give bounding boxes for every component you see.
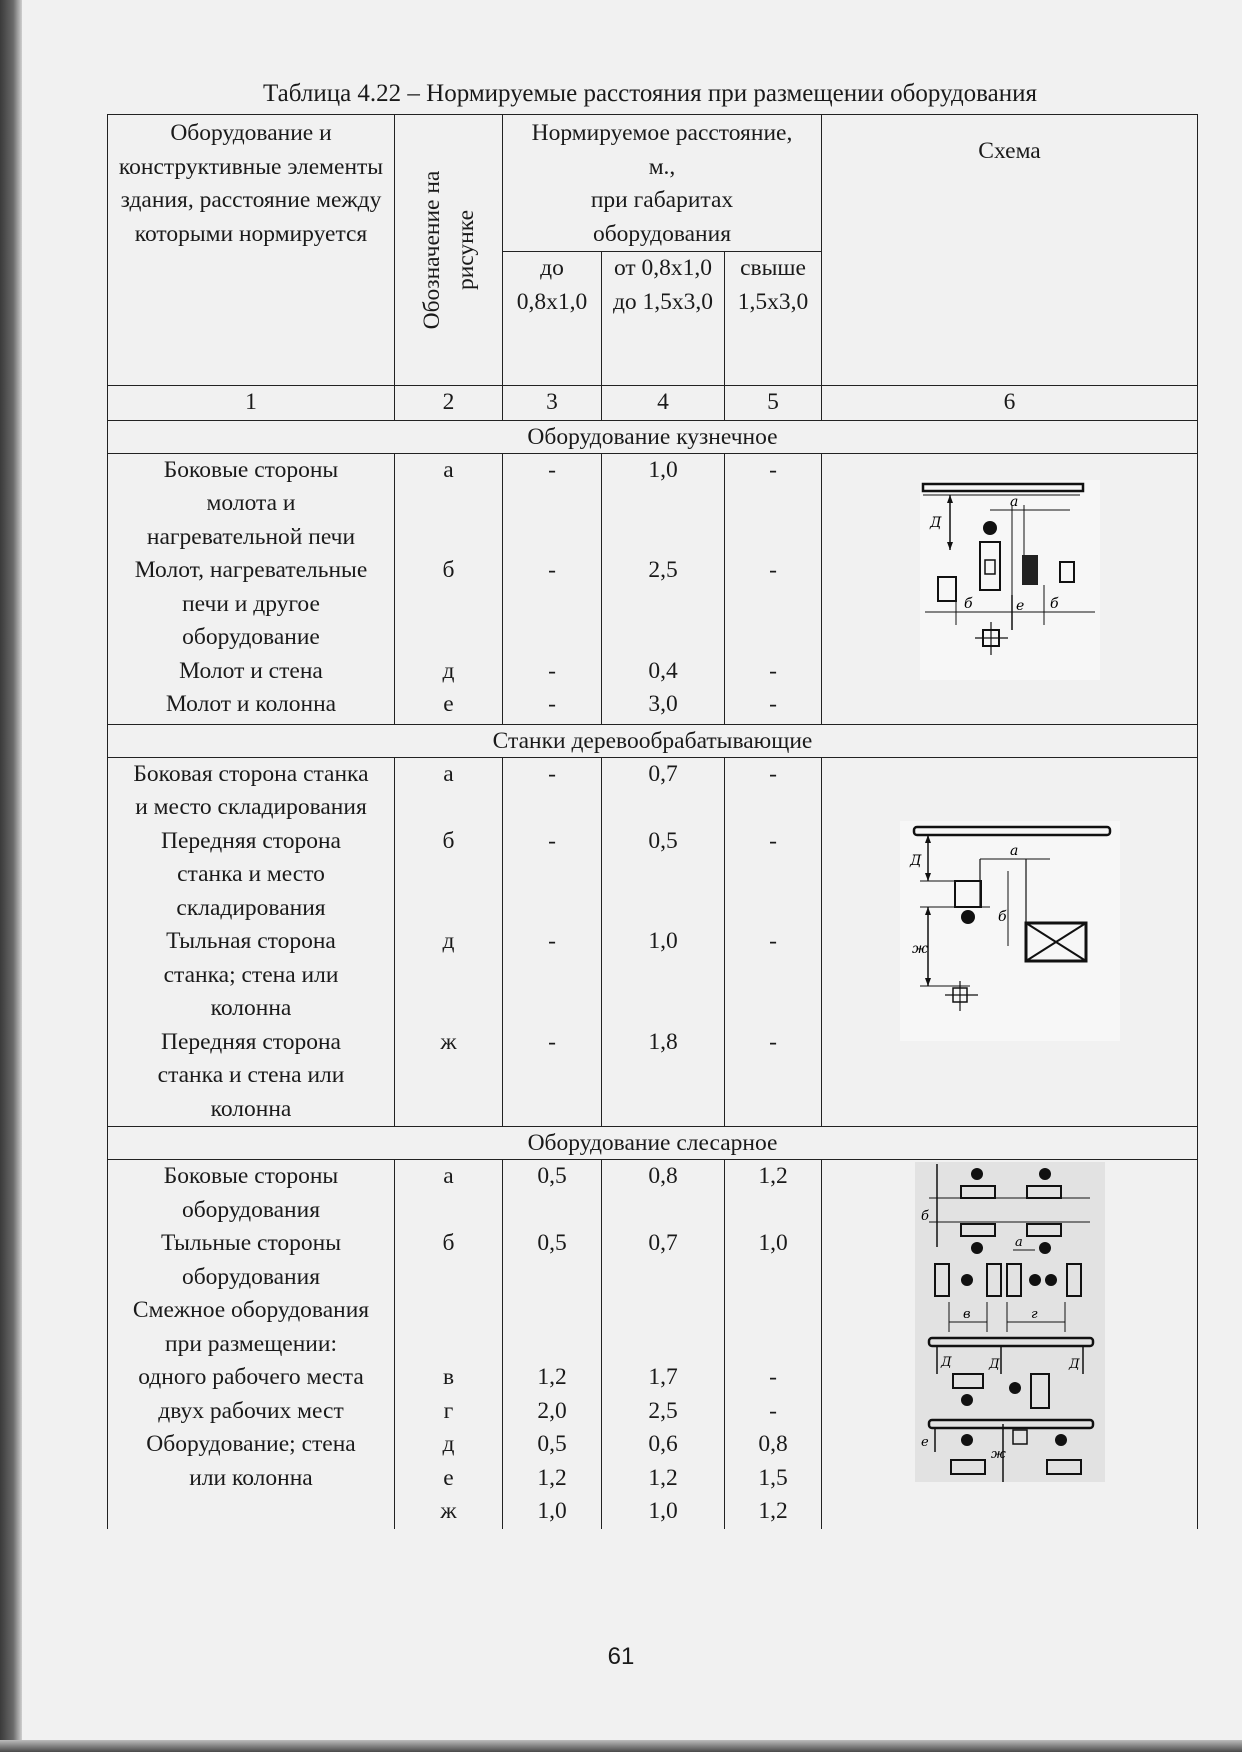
fit-row-1-name-line-2: оборудования <box>181 1196 321 1223</box>
wood-marks <box>395 757 503 1127</box>
wood-row-4-name-line-1: Передняя сторона <box>161 1028 341 1055</box>
wood-schema-cell <box>822 757 1198 1127</box>
schema2-label-zh: ж <box>911 940 928 957</box>
wood-row-1-name-line-2: и место складирования <box>135 794 367 820</box>
fit-row-7-c4: 1,2 <box>648 1464 678 1491</box>
forging-row-2-c3: - <box>548 557 556 583</box>
wood-row-4-c5: - <box>769 1028 777 1055</box>
wood-row-1-name-line-1: Боковая сторона станка <box>133 760 369 787</box>
forging-names <box>108 453 395 724</box>
header-col5 <box>725 252 822 386</box>
wood-row-1-c5: - <box>769 760 777 787</box>
section-title-woodworking: Станки деревообрабатывающие <box>108 724 1198 757</box>
fit-row-7-c3: 1,2 <box>537 1464 567 1491</box>
col-number-3: 3 <box>503 386 602 421</box>
page-number: 61 <box>607 1643 635 1670</box>
fit-row-1-name-line-1: Боковые стороны <box>163 1163 339 1189</box>
schema3-label-v: в <box>962 1307 971 1322</box>
wood-row-2-name-line-1: Передняя сторона <box>161 827 341 854</box>
forging-row-4-name: Молот и колонна <box>165 691 337 717</box>
forging-row-3-c5: - <box>769 657 777 684</box>
header-group-line-3: при габаритах <box>590 187 734 213</box>
section-title-fitting: Оборудование слесарное <box>108 1127 1198 1160</box>
col-number-1: 1 <box>108 386 395 421</box>
header-col3-text: до 0,8х1,0 <box>516 255 588 315</box>
fit-row-2-name-line-1: Тыльные стороны <box>160 1230 342 1256</box>
wood-row-4-c3: - <box>548 1028 556 1055</box>
fit-row-8-name <box>114 1495 388 1529</box>
section-title-forging: Оборудование кузнечное <box>108 420 1198 453</box>
forging-row-2-c5: - <box>769 557 777 583</box>
column-numbers-row <box>108 386 1198 421</box>
fit-row-4-name: одного рабочего места <box>138 1364 364 1390</box>
forging-col4 <box>602 453 725 724</box>
fit-row-6-name: Оборудование; стена <box>146 1431 356 1457</box>
wood-row-2-name-line-3: складирования <box>176 894 326 921</box>
fit-row-1-mark: а <box>443 1163 454 1189</box>
wood-row-3-name-line-2: станка; стена или <box>163 961 339 988</box>
header-designation-line-1: Обозначение на <box>418 170 445 330</box>
fitting-names <box>108 1160 395 1529</box>
fit-row-2-c4: 0,7 <box>648 1230 678 1256</box>
forging-row-4-mark: е <box>443 691 454 717</box>
fit-row-1-c4: 0,8 <box>648 1163 678 1189</box>
fit-row-7-name: или колонна <box>189 1464 313 1491</box>
forging-row-1-c3: - <box>548 456 556 483</box>
fit-row-5-c3: 2,0 <box>537 1397 567 1424</box>
wood-row-3-name-line-3: колонна <box>210 995 292 1021</box>
fit-row-2-name-line-2: оборудования <box>181 1263 321 1290</box>
forging-schema-cell <box>822 453 1198 724</box>
header-col5-text: свыше 1,5х3,0 <box>737 255 809 315</box>
fitting-col5 <box>725 1160 822 1529</box>
fitting-schema-diagram <box>915 1162 1105 1482</box>
forging-row-4-c5: - <box>769 691 777 717</box>
col-number-2: 2 <box>395 386 503 421</box>
wood-row-2-c3: - <box>548 827 556 854</box>
header-col4 <box>602 252 725 386</box>
schema2-label-d: Д <box>909 852 921 869</box>
fit-row-8-mark: ж <box>440 1498 457 1524</box>
fit-row-2-c3: 0,5 <box>537 1230 567 1256</box>
header-designation-text <box>415 171 483 330</box>
header-distance-group <box>503 115 822 252</box>
fitting-col4 <box>602 1160 725 1529</box>
wood-row-3-c5: - <box>769 928 777 954</box>
schema2-label-a: а <box>1009 842 1018 859</box>
norms-table <box>107 114 1198 1529</box>
wood-row-2-mark: б <box>442 827 455 854</box>
fit-row-6-c4: 0,6 <box>648 1431 678 1457</box>
schema3-label-a: а <box>1014 1235 1023 1250</box>
header-schema: Схема <box>822 115 1198 386</box>
forging-row-1-c4: 1,0 <box>648 456 678 483</box>
fit-row-7-mark: е <box>443 1464 454 1491</box>
wood-row-4-name-line-2: станка и стена или <box>157 1062 345 1088</box>
schema1-label-b2: б <box>1049 595 1059 612</box>
fit-row-4-c4: 1,7 <box>648 1364 678 1390</box>
fit-row-4-c3: 1,2 <box>537 1364 567 1390</box>
schema3-label-b: б <box>920 1209 929 1224</box>
forging-row-1-name-line-1: Боковые стороны <box>163 456 339 483</box>
fit-row-7-c5: 1,5 <box>758 1464 788 1491</box>
fit-row-6-c5: 0,8 <box>758 1431 788 1457</box>
fit-row-5-mark: г <box>443 1397 454 1424</box>
forging-col3 <box>503 453 602 724</box>
book-binding-shadow <box>0 0 22 1752</box>
fit-row-3-name-line-2: при размещении: <box>165 1330 337 1357</box>
col-number-5: 5 <box>725 386 822 421</box>
wood-row-1-c3: - <box>548 760 556 787</box>
wood-col5 <box>725 757 822 1127</box>
fit-row-2-mark: б <box>442 1230 455 1256</box>
section-woodworking-body <box>108 757 1198 1127</box>
fit-row-4-mark: в <box>442 1364 455 1390</box>
forging-row-1-name-line-3: нагревательной печи <box>146 523 356 550</box>
schema3-label-d3: Д <box>1068 1357 1080 1372</box>
forging-row-3-c4: 0,4 <box>648 657 678 684</box>
wood-row-3-c3: - <box>548 928 556 954</box>
header-designation <box>395 115 503 386</box>
scan-bottom-edge <box>0 1740 1242 1752</box>
fit-row-2-c5: 1,0 <box>758 1230 788 1256</box>
forging-row-4-c3: - <box>548 691 556 717</box>
schema3-label-d1: Д <box>940 1355 952 1370</box>
wood-row-1-mark: а <box>443 760 454 787</box>
schema1-label-b1: б <box>963 595 973 612</box>
fit-row-5-c5: - <box>769 1397 777 1424</box>
forging-row-3-c3: - <box>548 657 556 684</box>
wood-names <box>108 757 395 1127</box>
header-col3 <box>503 252 602 386</box>
schema3-label-d2: Д <box>988 1357 1000 1372</box>
wood-row-1-c4: 0,7 <box>648 760 678 787</box>
fit-row-6-c3: 0,5 <box>537 1431 567 1457</box>
header-group-line-4: оборудования <box>592 220 732 247</box>
fit-row-6-mark: д <box>442 1431 455 1457</box>
fit-row-1-c5: 1,2 <box>758 1163 788 1189</box>
fit-row-1-c3: 0,5 <box>537 1163 567 1189</box>
schema1-label-d: Д <box>929 514 941 531</box>
fit-row-4-c5: - <box>769 1364 777 1390</box>
header-group-line-2: м., <box>648 153 676 180</box>
forging-row-1-mark: а <box>443 456 454 483</box>
forging-row-2-mark: б <box>442 557 455 583</box>
wood-row-4-name-line-3: колонна <box>210 1095 292 1122</box>
wood-row-3-mark: д <box>442 928 455 954</box>
fitting-marks <box>395 1160 503 1529</box>
wood-col4 <box>602 757 725 1127</box>
header-designation-line-2: рисунке <box>452 209 479 291</box>
forging-row-2-name-line-1: Молот, нагревательные <box>134 557 368 583</box>
schema1-label-a: а <box>1009 493 1018 510</box>
fit-row-3-name-line-1: Смежное оборудования <box>132 1297 370 1323</box>
wood-row-2-name-line-2: станка и место <box>177 861 325 887</box>
header-equipment-text: Оборудование и конструктивные элементы здания, расстояние между которыми нормируется <box>118 120 384 247</box>
wood-row-4-mark: ж <box>440 1028 457 1055</box>
fit-row-8-c5: 1,2 <box>758 1498 788 1524</box>
forging-row-1-c5: - <box>769 456 777 483</box>
table-caption: Таблица 4.22 – Нормируемые расстояния при размещении оборудования <box>263 80 1037 107</box>
schema1-label-e: е <box>1015 597 1024 614</box>
wood-row-2-c5: - <box>769 827 777 854</box>
forging-row-2-name-line-2: печи и другое <box>182 590 320 617</box>
forging-schema-diagram <box>920 480 1100 680</box>
forging-row-3-mark: д <box>442 657 455 684</box>
wood-row-4-c4: 1,8 <box>648 1028 678 1055</box>
col-number-4: 4 <box>602 386 725 421</box>
col-number-6: 6 <box>822 386 1198 421</box>
schema3-label-e: е <box>920 1435 929 1450</box>
forging-row-1-name-line-2: молота и <box>206 490 296 516</box>
wood-row-3-c4: 1,0 <box>648 928 678 954</box>
forging-row-2-c4: 2,5 <box>648 557 678 583</box>
schema3-label-g: г <box>1030 1307 1038 1322</box>
wood-col3 <box>503 757 602 1127</box>
fit-row-5-c4: 2,5 <box>648 1397 678 1424</box>
forging-col5 <box>725 453 822 724</box>
section-fitting-body <box>108 1160 1198 1529</box>
fit-row-8-c3: 1,0 <box>537 1498 567 1524</box>
schema2-label-b: б <box>997 908 1007 925</box>
fit-row-8-c4: 1,0 <box>648 1498 678 1524</box>
forging-row-4-c4: 3,0 <box>648 691 678 717</box>
fitting-schema-cell <box>822 1160 1198 1529</box>
schema3-label-zh: ж <box>990 1447 1006 1462</box>
wood-row-2-c4: 0,5 <box>648 827 678 854</box>
wood-schema-diagram <box>900 821 1120 1041</box>
fit-row-5-name: двух рабочих мест <box>158 1397 344 1424</box>
header-group-line-1: Нормируемое расстояние, <box>531 120 793 146</box>
fitting-col3 <box>503 1160 602 1529</box>
forging-row-2-name-line-3: оборудование <box>182 624 320 650</box>
header-equipment <box>108 115 395 386</box>
forging-marks <box>395 453 503 724</box>
wood-row-3-name-line-1: Тыльная сторона <box>166 928 336 954</box>
forging-row-3-name: Молот и стена <box>179 657 323 684</box>
header-col4-text: от 0,8х1,0 до 1,5х3,0 <box>612 255 714 315</box>
section-forging-body <box>108 453 1198 724</box>
